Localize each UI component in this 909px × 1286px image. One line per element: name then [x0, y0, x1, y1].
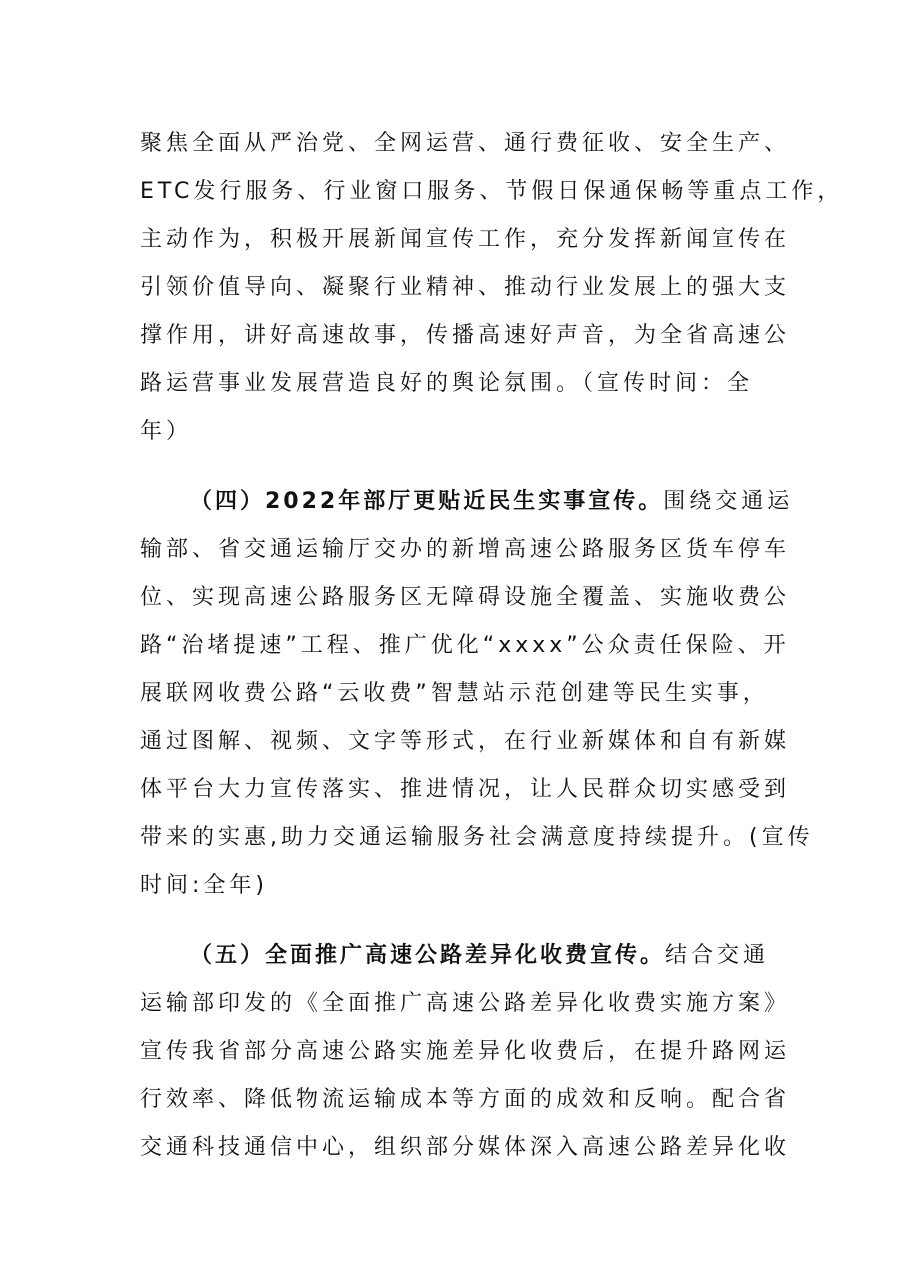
paragraph-2 — [140, 478, 814, 910]
paragraph-first-line — [140, 932, 790, 980]
paragraph-line: 输部、省交通运输厅交办的新增高速公路服务区货车停车 — [140, 537, 791, 562]
paragraph-line: 带来的实惠,助力交通运输服务社会满意度持续提升。(宣传 — [140, 825, 814, 850]
paragraph-line: 体平台大力宣传落实、推进情况，让人民群众切实感受到 — [140, 777, 791, 802]
section-heading-4: （四）2022年部厅更贴近民生实事宣传。 — [190, 489, 664, 514]
paragraph-line: 聚焦全面从严治党、全网运营、通行费征收、安全生产、 — [140, 131, 791, 156]
paragraph-3 — [140, 932, 790, 1172]
paragraph-first-line — [140, 478, 794, 526]
paragraph-line: 撑作用，讲好高速故事，传播高速好声音，为全省高速公 — [140, 323, 791, 348]
paragraph-line: 展联网收费公路“云收费”智慧站示范创建等民生实事， — [140, 681, 769, 706]
paragraph-line: 主动作为，积极开展新闻宣传工作，充分发挥新闻宣传在 — [140, 227, 791, 252]
document-body — [140, 120, 844, 1172]
paragraph-line: 通过图解、视频、文字等形式，在行业新媒体和自有新媒 — [140, 729, 791, 754]
section-heading-5: （五）全面推广高速公路差异化收费宣传。 — [190, 943, 666, 968]
paragraph-line: 路运营事业发展营造良好的舆论氛围。（宣传时间：全 — [140, 371, 754, 396]
paragraph-text: 围绕交通运 — [663, 489, 794, 514]
paragraph-line: 位、实现高速公路服务区无障碍设施全覆盖、实施收费公 — [140, 585, 791, 610]
paragraph-line: 行效率、降低物流运输成本等方面的成效和反响。配合省 — [140, 1087, 791, 1112]
paragraph-line: 交通科技通信中心，组织部分媒体深入高速公路差异化收 — [140, 1135, 791, 1160]
paragraph-1 — [140, 120, 844, 456]
paragraph-line: 时间:全年) — [140, 873, 268, 898]
paragraph-line: 路“治堵提速”工程、推广优化“xxxx”公众责任保险、开 — [140, 633, 790, 658]
paragraph-line: ETC发行服务、行业窗口服务、节假日保通保畅等重点工作， — [140, 179, 844, 204]
paragraph-line: 引领价值导向、凝聚行业精神、推动行业发展上的强大支 — [140, 275, 791, 300]
paragraph-line: 宣传我省部分高速公路实施差异化收费后，在提升路网运 — [140, 1039, 791, 1064]
paragraph-text: 结合交通 — [665, 943, 770, 968]
paragraph-line: 年） — [140, 419, 193, 444]
paragraph-line: 运输部印发的《全面推广高速公路差异化收费实施方案》 — [140, 991, 791, 1016]
